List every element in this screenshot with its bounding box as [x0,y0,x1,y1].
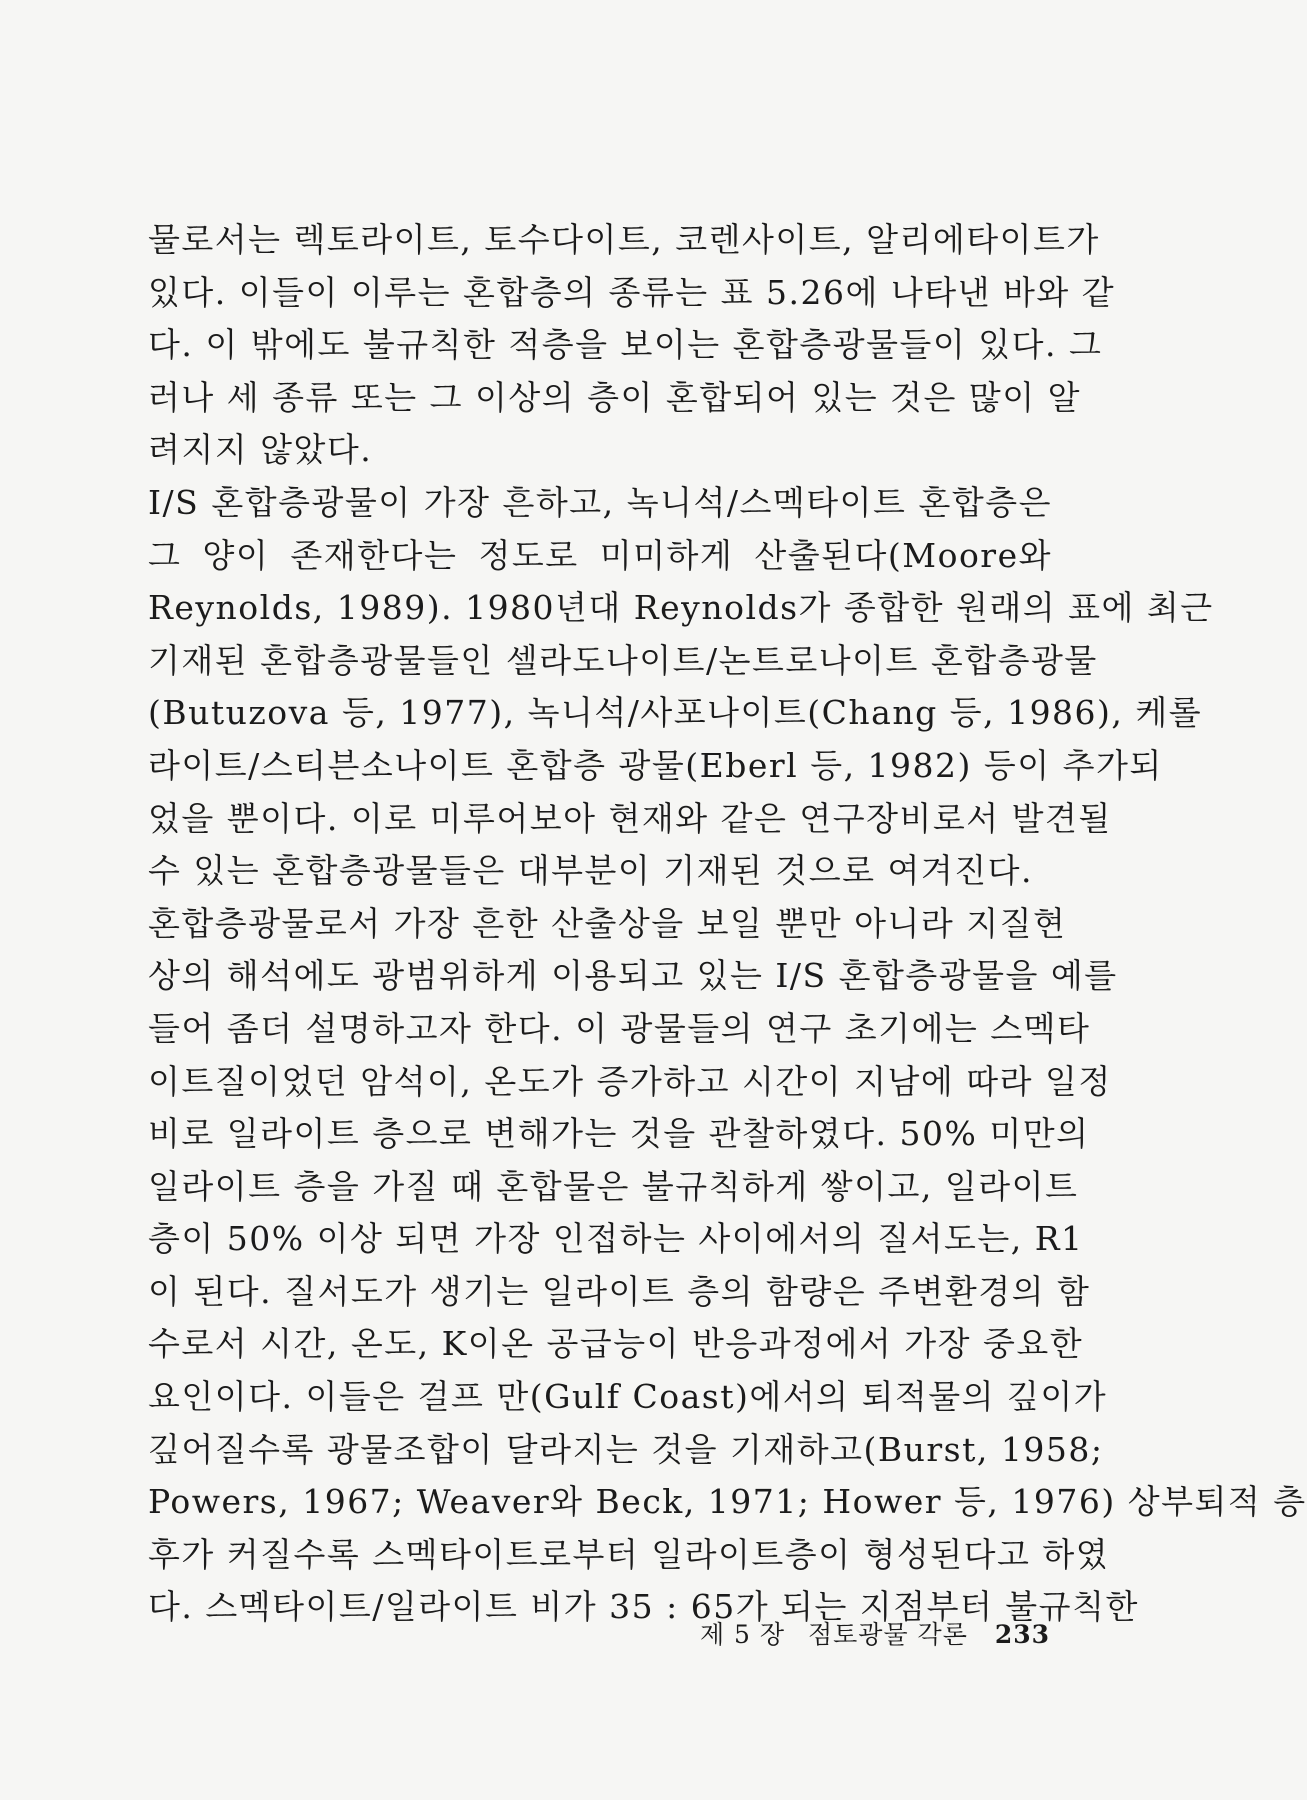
body-text [148,214,1307,1634]
section-title: 점토광물 각론 [808,1620,968,1649]
text-line: 었을 뿐이다. 이로 미루어보아 현재와 같은 연구장비로서 발견될 [148,798,1112,838]
text-line: 혼합층광물로서 가장 흔한 산출상을 보일 뿐만 아니라 지질현 [148,903,1067,943]
text-line: 비로 일라이트 층으로 변해가는 것을 관찰하였다. 50% 미만의 [148,1114,1090,1154]
text-line: 다. 스멕타이트/일라이트 비가 35 : 65가 되는 지점부터 불규칙한 [148,1587,1139,1627]
text-line: Reynolds, 1989). 1980년대 Reynolds가 종합한 원래의 표에 최근 [148,588,1214,628]
text-line: 그 양이 존재한다는 정도로 미미하게 산출된다(Moore와 [148,535,1052,575]
text-line: 다. 이 밖에도 불규칙한 적층을 보이는 혼합층광물들이 있다. 그 [148,325,1103,365]
text-line: 있다. 이들이 이루는 혼합층의 종류는 표 5.26에 나타낸 바와 같 [148,272,1116,312]
text-line: 상의 해석에도 광범위하게 이용되고 있는 I/S 혼합층광물을 예를 [148,956,1118,996]
text-line: 물로서는 렉토라이트, 토수다이트, 코렌사이트, 알리에타이트가 [148,220,1100,259]
text-line: 기재된 혼합층광물들인 셀라도나이트/논트로나이트 혼합층광물 [148,640,1098,680]
text-line: 라이트/스티븐소나이트 혼합층 광물(Eberl 등, 1982) 등이 추가되 [148,745,1163,785]
page-number: 233 [994,1620,1050,1649]
text-line: (Butuzova 등, 1977), 녹니석/사포나이트(Chang 등, 1986), 케롤 [148,693,1203,733]
text-line: 러나 세 종류 또는 그 이상의 층이 혼합되어 있는 것은 많이 알 [148,377,1081,417]
text-line: 층이 50% 이상 되면 가장 인접하는 사이에서의 질서도는, R1 [148,1219,1084,1259]
text-line: 수로서 시간, 온도, K이온 공급능이 반응과정에서 가장 중요한 [148,1324,1084,1364]
chapter-label: 제 5 장 [699,1620,786,1649]
text-line: Powers, 1967; Weaver와 Beck, 1971; Hower 등, 1976) 상부퇴적 층 [148,1482,1307,1522]
text-line: 이 된다. 질서도가 생기는 일라이트 층의 함량은 주변환경의 함 [148,1271,1091,1311]
text-line: 이트질이었던 암석이, 온도가 증가하고 시간이 지남에 따라 일정 [148,1061,1112,1101]
text-line: 려지지 않았다. [148,430,373,470]
page-footer [686,1615,1050,1651]
text-line: 깊어질수록 광물조합이 달라지는 것을 기재하고(Burst, 1958; [148,1429,1104,1469]
text-line: 일라이트 층을 가질 때 혼합물은 불규칙하게 쌓이고, 일라이트 [148,1166,1079,1206]
text-line: 들어 좀더 설명하고자 한다. 이 광물들의 연구 초기에는 스멕타 [148,1008,1091,1048]
text-line: 후가 커질수록 스멕타이트로부터 일라이트층이 형성된다고 하였 [148,1534,1110,1574]
text-line: 요인이다. 이들은 걸프 만(Gulf Coast)에서의 퇴적물의 깊이가 [148,1377,1108,1417]
text-line: I/S 혼합층광물이 가장 흔하고, 녹니석/스멕타이트 혼합층은 [148,482,1052,522]
text-line: 수 있는 혼합층광물들은 대부분이 기재된 것으로 여겨진다. [148,851,1033,891]
